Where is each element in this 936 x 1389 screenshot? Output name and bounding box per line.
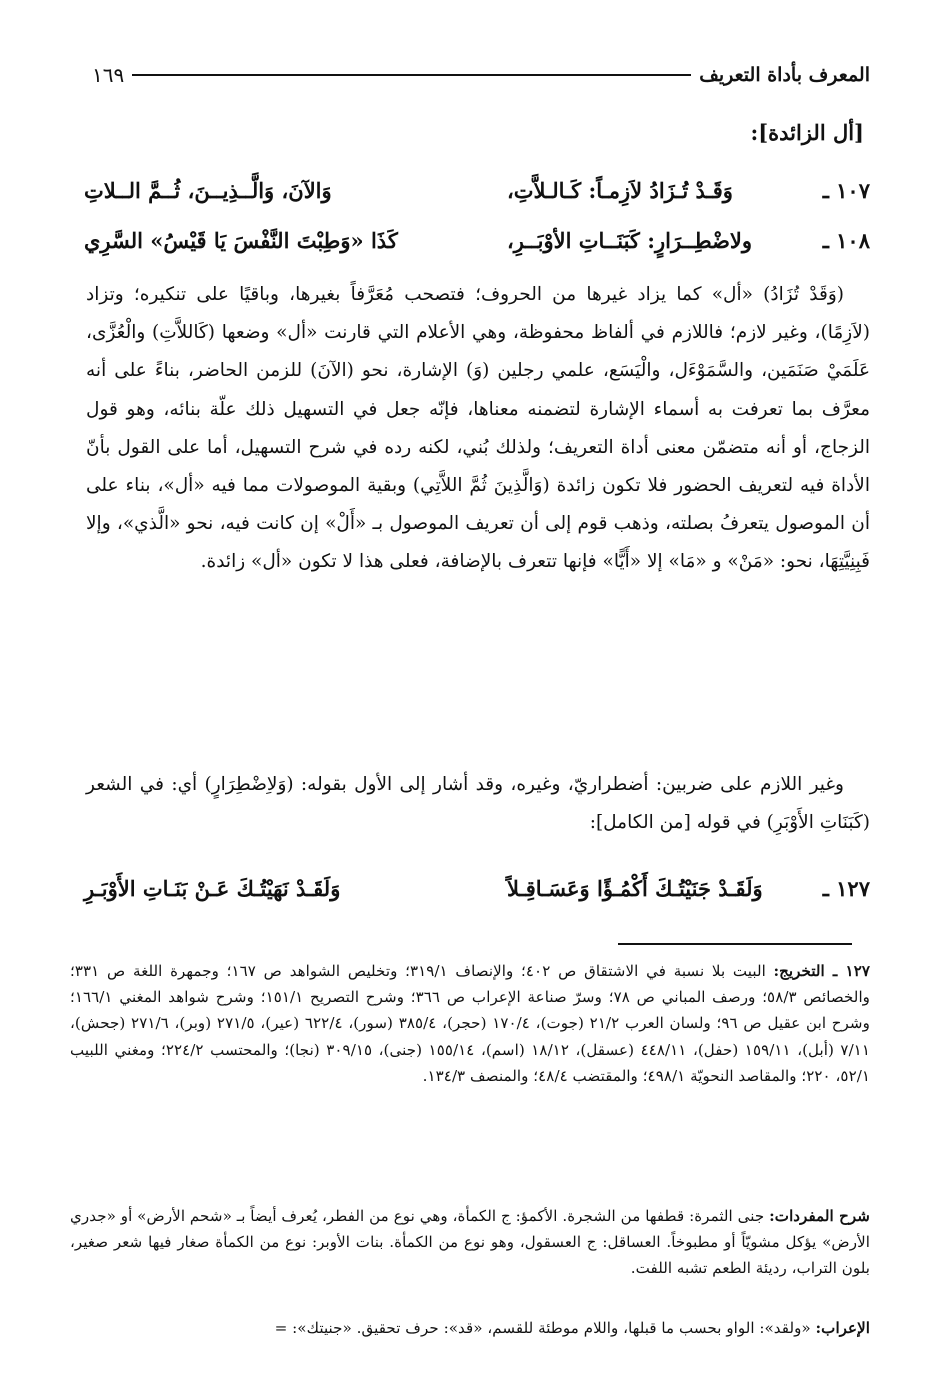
commentary-paragraph-1 <box>86 276 870 582</box>
footnote-text: البيت بلا نسبة في الاشتقاق ص ٤٠٢؛ والإنصاف ٣١٩/١؛ وتخليص الشواهد ص ١٦٧؛ وجمهرة اللغة ص ٣٣١؛ والخصائص ٥٨/٣؛ ورصف المباني ص ٧٨؛ وسرّ صناعة الإعراب ص ٣٦٦؛ وشرح التصريح ١٥١/١؛ وشرح شواهد المغني ١٦٦/١؛ وشرح ابن عقيل ص ٩٦؛ ولسان العرب ٢١/٢ (جوت)، ١٧٠/٤ (حجر)، ٣٨٥/٤ (سور)، ٦٢٢/٤ (عير)، ٢٧١/٥ (وبر)، ٢٧١/٦ (جحش)، ٧/١١ (أبل)، ١٥٩/١١ (حفل)، ٤٤٨/١١ (عسقل)، ١٨/١٢ (اسم)، ١٥٥/١٤ (جنى)، ٣٠٩/١٥ (نجا)؛ والمحتسب ٢٢٤/٢؛ ومغني اللبيب ٥٢/١، ٢٢٠؛ والمقاصد النحويّة ٤٩٨/١؛ والمقتضب ٤٨/٤؛ والمنصف ١٣٤/٣. <box>70 962 870 1085</box>
verse-hemistich-first <box>507 876 870 901</box>
footnote-label: ١٢٧ ـ التخريج: <box>773 962 871 980</box>
page-number: ١٦٩ <box>92 63 125 87</box>
running-title: المعرف بأداة التعريف <box>699 64 870 86</box>
verse-107 <box>84 172 870 208</box>
footnote-takhrij <box>70 958 870 1089</box>
verse-hemistich-first <box>507 178 870 203</box>
footnote-label: الإعراب: <box>815 1319 870 1337</box>
verse-number: ١٠٨ ـ <box>822 227 870 253</box>
running-head <box>92 58 870 92</box>
verse-first-text: وَقَـدْ تُـزَادُ لاَزِمـاً: كَـالـلاَّتِ، <box>507 177 733 203</box>
verse-number: ١٢٧ ـ <box>822 875 870 901</box>
verse-hemistich-second: كَذَا «وَطِبْتَ النَّفْسَ يَا قَيْسُ» السَّرِي <box>84 227 398 253</box>
footnote-label: شرح المفردات: <box>769 1207 870 1225</box>
footnote-irab <box>58 1315 870 1341</box>
section-title: [أل الزائدة]: <box>750 120 864 145</box>
footnote-text: «ولقد»: الواو بحسب ما قبلها، واللام موطئة للقسم، «قد»: حرف تحقيق. «جنيتك»: = <box>274 1319 811 1337</box>
verse-first-text: ولاضْطِــرَارٍ: كَبَنَــاتِ الأوْبَــرِ، <box>507 227 753 253</box>
verse-108 <box>84 222 870 258</box>
verse-number: ١٠٧ ـ <box>822 177 870 203</box>
footnote-text: جنى الثمرة: قطفها من الشجرة. الأكمؤ: ج الكمأة، وهي نوع من الفطر، يُعرف أيضاً بـ «شحم الأرض» أو «جدري الأرض» يؤكل مشويّاً أو مطبوخاً. العساقل: ج العسقول، وهو نوع من الكمأة. بنات الأوبر: نوع من الكمأة صغار فيها شعر صغير، بلون التراب، رديئة الطعم تشبه اللفت. <box>70 1207 870 1278</box>
verse-hemistich-second: وَلَقَـدْ نَهَيْتُـكَ عَـنْ بَنَـاتِ الأَوْبَـرِ <box>84 875 341 901</box>
paragraph-text: (وَقَدْ تُزَادُ) «أل» كما يزاد غيرها من الحروف؛ فتصحب مُعَرَّفاً بغيرها، وباقيًا على تنكيره؛ وتزاد (لاَزِمًا)، وغير لازم؛ فاللازم في ألفاظ محفوظة، وهي الأعلام التي قارنت «أل» وضعها (كَاللاَّتِ) والْعُزَّى، عَلَمَيْ صَنَمَين، والسَّمَوْءَل، والْيَسَع، علمي رجلين (وَ) الإشارة، نحو (الآنَ) للزمن الحاضر، بناءً على أنه معرَّف بما تعرفت به أسماء الإشارة لتضمنه معناها، فإنّه جعل في التسهيل ذلك علّة بنائه، وهو قول الزجاج، أو أنه متضمّن معنى أداة التعريف؛ ولذلك بُني، لكنه رده في شرح التسهيل، أما على القول بأنّ الأداة فيه لتعريف الحضور فلا تكون زائدة (وَالَّذِينَ ثُمَّ اللاَّتِي) وبقية الموصولات مما فيه «أل»، بناء على أن الموصول يتعرفُ بصلته، وذهب قوم إلى أن تعريف الموصول بـ «أَلْ» إن كانت فيه، نحو «الَّذي»، وإلا فَبِنِيَّتِهَا، نحو: «مَنْ» و «مَا» إلا «أَيًّا» فإنها تتعرف بالإضافة، فعلى هذا لا تكون «أل» زائدة. <box>86 284 870 573</box>
paragraph-text: وغير اللازم على ضربين: أضطراريّ، وغيره، وقد أشار إلى الأول بقوله: (وَلاِضْطِرَارٍ) أي: في الشعر (كَبَنَاتِ الأَوْبَرِ) في قوله [من الكامل]: <box>86 774 870 834</box>
footnote-mufradat <box>70 1203 870 1282</box>
commentary-paragraph-2 <box>86 766 870 842</box>
footnote-rule <box>618 943 852 945</box>
verse-hemistich-second: وَالآنَ، وَالَّــذِيــنَ، ثُــمَّ الــلاتِ <box>84 177 332 203</box>
verse-first-text: وَلَقَـدْ جَنَيْتُـكَ أَكْمُـؤًا وَعَسَـاقِـلاً <box>507 875 763 901</box>
verse-hemistich-first <box>507 228 870 253</box>
verse-127 <box>84 870 870 906</box>
header-rule <box>132 74 691 76</box>
